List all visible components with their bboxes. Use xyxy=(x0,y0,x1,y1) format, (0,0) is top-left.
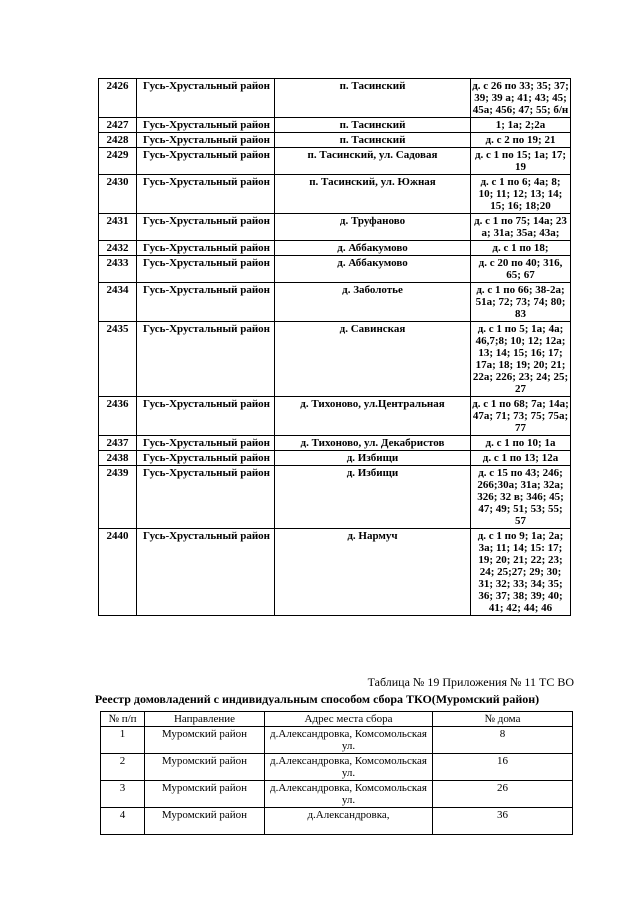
row-address: д. Тихоново, ул. Декабристов xyxy=(275,436,471,451)
row-house: 16 xyxy=(433,754,573,781)
row-number: 2431 xyxy=(99,214,137,241)
header-direction: Направление xyxy=(145,712,265,727)
row-number: 2426 xyxy=(99,79,137,118)
row-address: п. Тасинский xyxy=(275,118,471,133)
row-address: д.Александровка, Комсомольская ул. xyxy=(265,754,433,781)
row-address: д. Тихоново, ул.Центральная xyxy=(275,397,471,436)
row-number: 2433 xyxy=(99,256,137,283)
registry-table-body xyxy=(99,79,571,616)
row-house: 26 xyxy=(433,781,573,808)
table-row xyxy=(101,808,573,835)
row-houses: д. с 15 по 43; 246; 266;30а; 31а; 32а; 326; 32 в; 346; 45; 47; 49; 51; 53; 55; 57 xyxy=(471,466,571,529)
row-houses: д. с 26 по 33; 35; 37; 39; 39 а; 41; 43; 45; 45а; 456; 47; 55; б/н xyxy=(472,80,569,116)
row-houses: д. с 1 по 5; 1а; 4а; 46,7;8; 10; 12; 12а; 13; 14; 15; 16; 17; 17а; 18; 19; 20; 21; 22а; 226; 23; 24; 25; 27 xyxy=(471,322,571,397)
table-row xyxy=(99,451,571,466)
table-row xyxy=(99,79,571,118)
row-direction: Муромский район xyxy=(145,727,265,754)
row-number: 2435 xyxy=(99,322,137,397)
muromsky-table-body xyxy=(101,727,573,835)
row-houses: д. с 1 по 9; 1а; 2а; 3а; 11; 14; 15: 17; 19; 20; 21; 22; 23; 24; 25;27; 29; 30; 31; 32; 33; 34; 35; 36; 37; 38; 39; 40; 41; 42; 44; 46 xyxy=(471,529,571,616)
row-district: Гусь-Хрустальный район xyxy=(137,214,275,241)
registry-table-continued xyxy=(98,78,571,616)
row-address: д. Избищи xyxy=(275,451,471,466)
row-address: д. Савинская xyxy=(275,322,471,397)
row-address: д.Александровка, xyxy=(265,808,433,835)
header-number: № п/п xyxy=(101,712,145,727)
row-district: Гусь-Хрустальный район xyxy=(137,79,275,118)
table-row xyxy=(99,256,571,283)
row-houses: 1; 1а; 2;2а xyxy=(471,118,571,133)
row-address: п. Тасинский, ул. Южная xyxy=(275,175,471,214)
table-row xyxy=(99,241,571,256)
table-row xyxy=(99,466,571,529)
row-district: Гусь-Хрустальный район xyxy=(137,283,275,322)
row-houses: д. с 2 по 19; 21 xyxy=(471,133,571,148)
table-row xyxy=(101,781,573,808)
row-district: Гусь-Хрустальный район xyxy=(137,529,275,616)
row-district: Гусь-Хрустальный район xyxy=(137,241,275,256)
row-district: Гусь-Хрустальный район xyxy=(137,148,275,175)
row-number: 2432 xyxy=(99,241,137,256)
table-row xyxy=(99,436,571,451)
row-number: 2436 xyxy=(99,397,137,436)
row-number: 4 xyxy=(101,808,145,835)
header-house: № дома xyxy=(433,712,573,727)
table-row xyxy=(101,754,573,781)
row-number: 2 xyxy=(101,754,145,781)
row-houses: д. с 1 по 18; xyxy=(471,241,571,256)
row-district: Гусь-Хрустальный район xyxy=(137,451,275,466)
row-address: п. Тасинский, ул. Садовая xyxy=(275,148,471,175)
row-number: 2439 xyxy=(99,466,137,529)
row-district: Гусь-Хрустальный район xyxy=(137,436,275,451)
row-address: п. Тасинский xyxy=(275,133,471,148)
row-number: 1 xyxy=(101,727,145,754)
row-address: д. Труфаново xyxy=(275,214,471,241)
table-row xyxy=(99,148,571,175)
table-row xyxy=(101,727,573,754)
row-number: 2429 xyxy=(99,148,137,175)
row-address: д. Аббакумово xyxy=(275,256,471,283)
table-row xyxy=(99,214,571,241)
row-houses: д. с 1 по 68; 7а; 14а; 47а; 71; 73; 75; 75а; 77 xyxy=(472,398,569,434)
muromsky-registry-table xyxy=(100,711,573,835)
row-houses: д. с 20 по 40; 316, 65; 67 xyxy=(471,256,571,283)
table-row xyxy=(99,133,571,148)
row-house: 36 xyxy=(433,808,573,835)
header-address: Адрес места сбора xyxy=(265,712,433,727)
row-number: 2437 xyxy=(99,436,137,451)
row-number: 2434 xyxy=(99,283,137,322)
table-row xyxy=(99,283,571,322)
row-district: Гусь-Хрустальный район xyxy=(137,397,275,436)
row-number: 2430 xyxy=(99,175,137,214)
row-address: д. Нармуч xyxy=(275,529,471,616)
table-row xyxy=(99,322,571,397)
row-address: п. Тасинский xyxy=(275,79,471,118)
row-district: Гусь-Хрустальный район xyxy=(137,133,275,148)
row-number: 2438 xyxy=(99,451,137,466)
row-direction: Муромский район xyxy=(145,808,265,835)
table-row xyxy=(99,175,571,214)
row-house: 8 xyxy=(433,727,573,754)
row-address: д. Аббакумово xyxy=(275,241,471,256)
row-address: д. Заболотье xyxy=(275,283,471,322)
row-district: Гусь-Хрустальный район xyxy=(137,466,275,529)
table-title: Реестр домовладений с индивидуальным способом сбора ТКО(Муромский район) xyxy=(94,692,540,706)
row-houses: д. с 1 по 10; 1а xyxy=(471,436,571,451)
row-address: д.Александровка, Комсомольская ул. xyxy=(265,781,433,808)
table-row xyxy=(99,397,571,436)
table-row xyxy=(99,529,571,616)
row-number: 2428 xyxy=(99,133,137,148)
row-direction: Муромский район xyxy=(145,754,265,781)
row-houses: д. с 1 по 15; 1а; 17; 19 xyxy=(471,148,571,175)
row-number: 2427 xyxy=(99,118,137,133)
table-row xyxy=(99,118,571,133)
header-row xyxy=(101,712,573,727)
row-district: Гусь-Хрустальный район xyxy=(137,322,275,397)
table-caption: Таблица № 19 Приложения № 11 ТС ВО xyxy=(367,675,574,689)
row-address: д.Александровка, Комсомольская ул. xyxy=(265,727,433,754)
row-houses: д. с 1 по 6; 4а; 8; 10; 11; 12; 13; 14; 15; 16; 18;20 xyxy=(471,175,571,214)
row-district: Гусь-Хрустальный район xyxy=(137,256,275,283)
row-district: Гусь-Хрустальный район xyxy=(137,175,275,214)
row-houses: д. с 1 по 75; 14а; 23 а; 31а; 35а; 43а; xyxy=(471,214,571,241)
row-houses: д. с 1 по 13; 12а xyxy=(471,451,571,466)
row-number: 3 xyxy=(101,781,145,808)
row-address: д. Избищи xyxy=(275,466,471,529)
row-district: Гусь-Хрустальный район xyxy=(137,118,275,133)
row-houses: д. с 1 по 66; 38-2а; 51а; 72; 73; 74; 80; 83 xyxy=(471,283,571,322)
row-number: 2440 xyxy=(99,529,137,616)
row-direction: Муромский район xyxy=(145,781,265,808)
